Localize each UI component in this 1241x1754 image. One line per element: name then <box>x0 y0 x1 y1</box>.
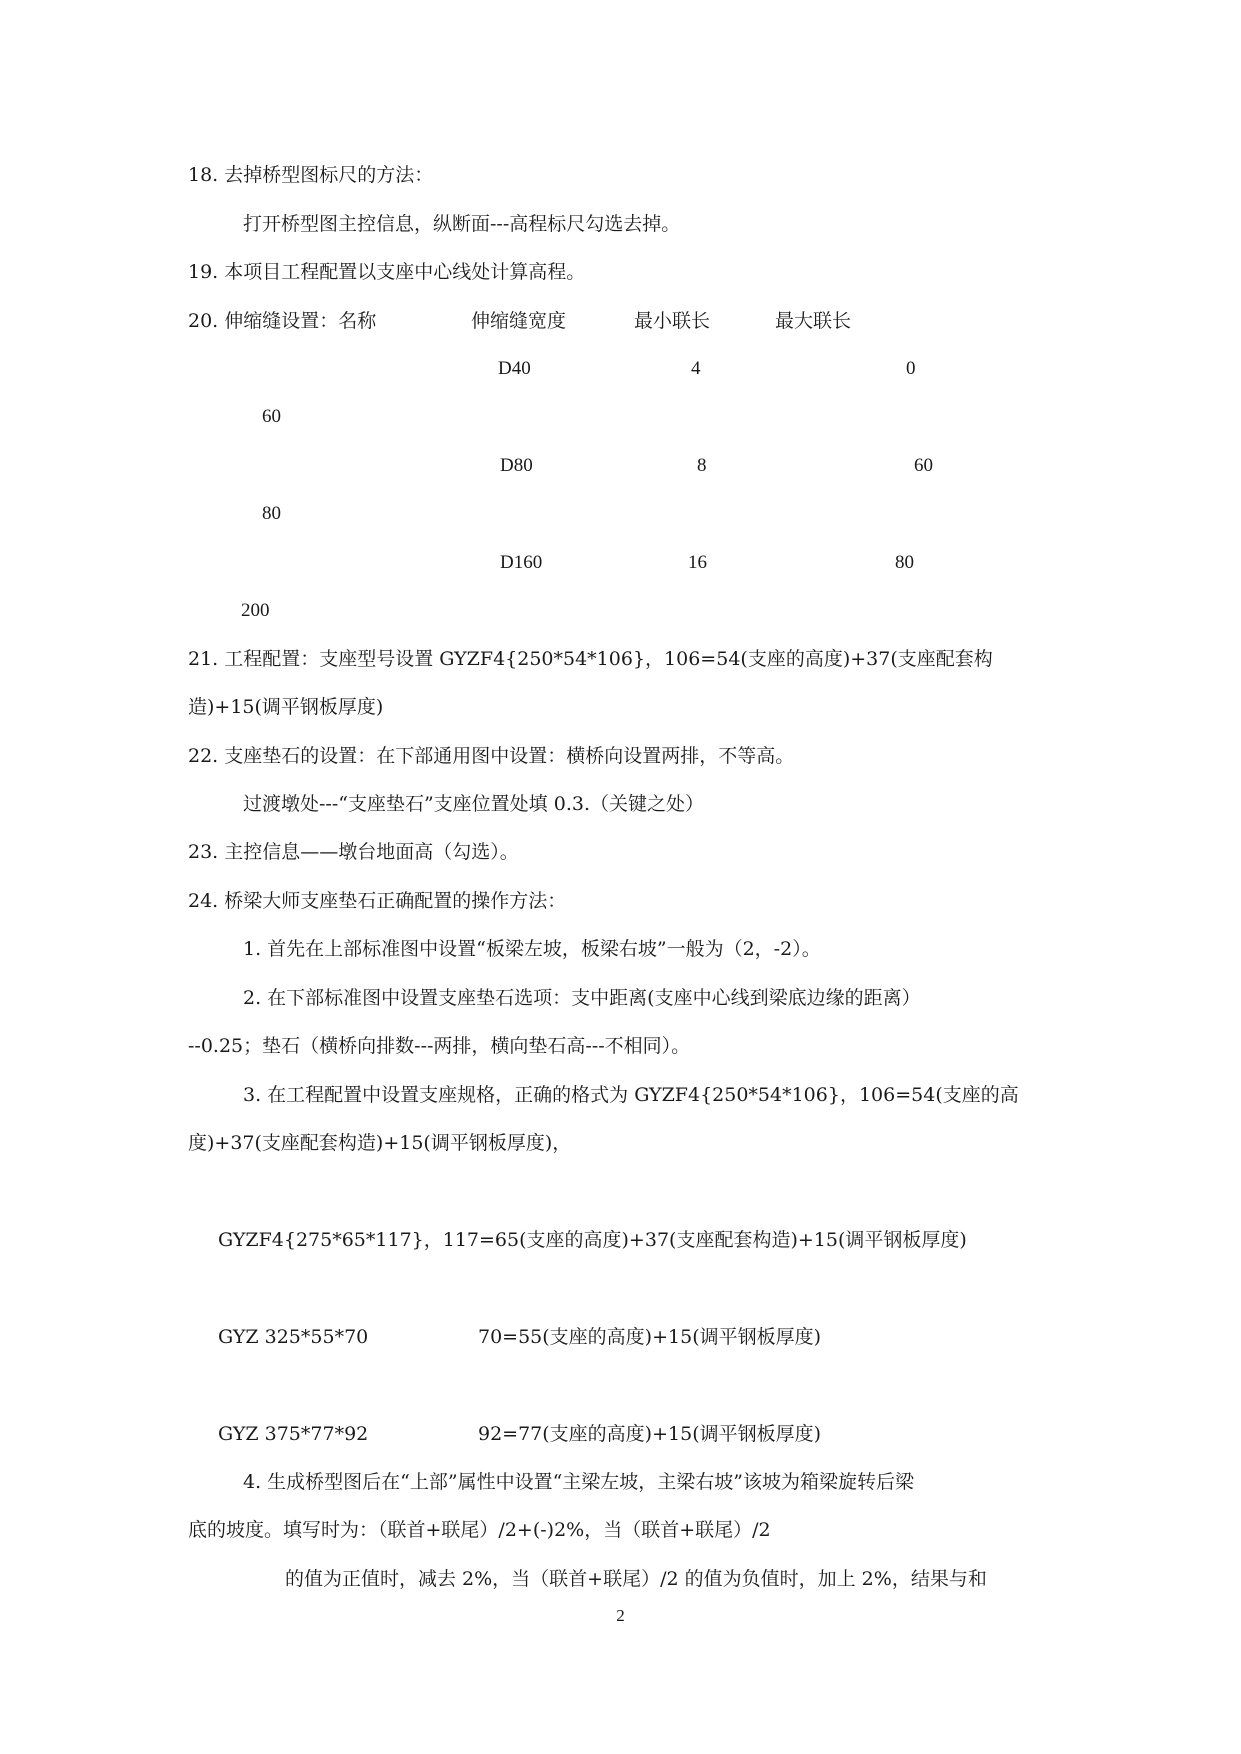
item-24-step-4-line-1: 4. 生成桥型图后在“上部”属性中设置“主梁左坡，主梁右坡”该坡为箱梁旋转后梁 <box>243 1471 915 1493</box>
bearing-spec-3-desc: 92=77(支座的高度)+15(调平钢板厚度) <box>478 1423 822 1445</box>
page-number: 2 <box>616 1606 625 1625</box>
joint-max-length: 80 <box>262 503 281 524</box>
item-23-title: 23. 主控信息——墩台地面高（勾选）。 <box>188 841 519 863</box>
joint-min-length: 0 <box>906 358 916 379</box>
item-24-step-3-line-2: 度)+37(支座配套构造)+15(调平钢板厚度)， <box>188 1132 572 1154</box>
item-22-body: 过渡墩处---“支座垫石”支座位置处填 0.3.（关键之处） <box>243 793 704 815</box>
item-20-title: 20. 伸缩缝设置：名称 <box>188 310 377 332</box>
joint-name: D40 <box>498 358 531 379</box>
joint-name: D160 <box>500 552 543 573</box>
table-header-width: 伸缩缝宽度 <box>471 310 567 332</box>
item-24-step-1: 1. 首先在上部标准图中设置“板梁左坡，板梁右坡”一般为（2，-2）。 <box>243 938 821 960</box>
bearing-spec-2-desc: 70=55(支座的高度)+15(调平钢板厚度) <box>478 1326 822 1348</box>
joint-width: 16 <box>688 552 707 573</box>
item-18-body: 打开桥型图主控信息，纵断面---高程标尺勾选去掉。 <box>243 213 681 235</box>
item-24-step-4-line-3: 的值为正值时，减去 2%，当（联首+联尾）/2 的值为负值时，加上 2%，结果与和 <box>285 1568 987 1590</box>
item-24-step-2-line-1: 2. 在下部标准图中设置支座垫石选项：支中距离(支座中心线到梁底边缘的距离） <box>243 987 921 1009</box>
bearing-spec-2-code: GYZ 325*55*70 <box>218 1326 369 1348</box>
joint-width: 4 <box>691 358 701 379</box>
joint-max-length: 60 <box>262 406 281 427</box>
joint-max-length: 200 <box>241 600 270 621</box>
item-22-title: 22. 支座垫石的设置：在下部通用图中设置：横桥向设置两排，不等高。 <box>188 745 795 767</box>
joint-min-length: 60 <box>914 455 933 476</box>
item-24-title: 24. 桥梁大师支座垫石正确配置的操作方法： <box>188 890 567 912</box>
item-21-line-1: 21. 工程配置：支座型号设置 GYZF4{250*54*106}，106=54(支座的高度)+37(支座配套构 <box>188 648 993 670</box>
bearing-spec-3-code: GYZ 375*77*92 <box>218 1423 369 1445</box>
table-header-max-length: 最大联长 <box>775 310 852 332</box>
item-21-line-2: 造)+15(调平钢板厚度) <box>188 696 384 718</box>
bearing-spec-1: GYZF4{275*65*117}，117=65(支座的高度)+37(支座配套构造)+15(调平钢板厚度) <box>218 1229 967 1251</box>
joint-name: D80 <box>500 455 533 476</box>
item-18-title: 18. 去掉桥型图标尺的方法： <box>188 164 434 186</box>
item-24-step-4-line-2: 底的坡度。填写时为：（联首+联尾）/2+(-)2%，当（联首+联尾）/2 <box>188 1519 771 1541</box>
item-19-title: 19. 本项目工程配置以支座中心线处计算高程。 <box>188 261 586 283</box>
table-header-min-length: 最小联长 <box>634 310 711 332</box>
joint-min-length: 80 <box>895 552 914 573</box>
joint-width: 8 <box>697 455 707 476</box>
item-24-step-3-line-1: 3. 在工程配置中设置支座规格，正确的格式为 GYZF4{250*54*106}，106=54(支座的高 <box>243 1084 1019 1106</box>
item-24-step-2-line-2: --0.25；垫石（横桥向排数---两排，横向垫石高---不相同）。 <box>188 1035 691 1057</box>
